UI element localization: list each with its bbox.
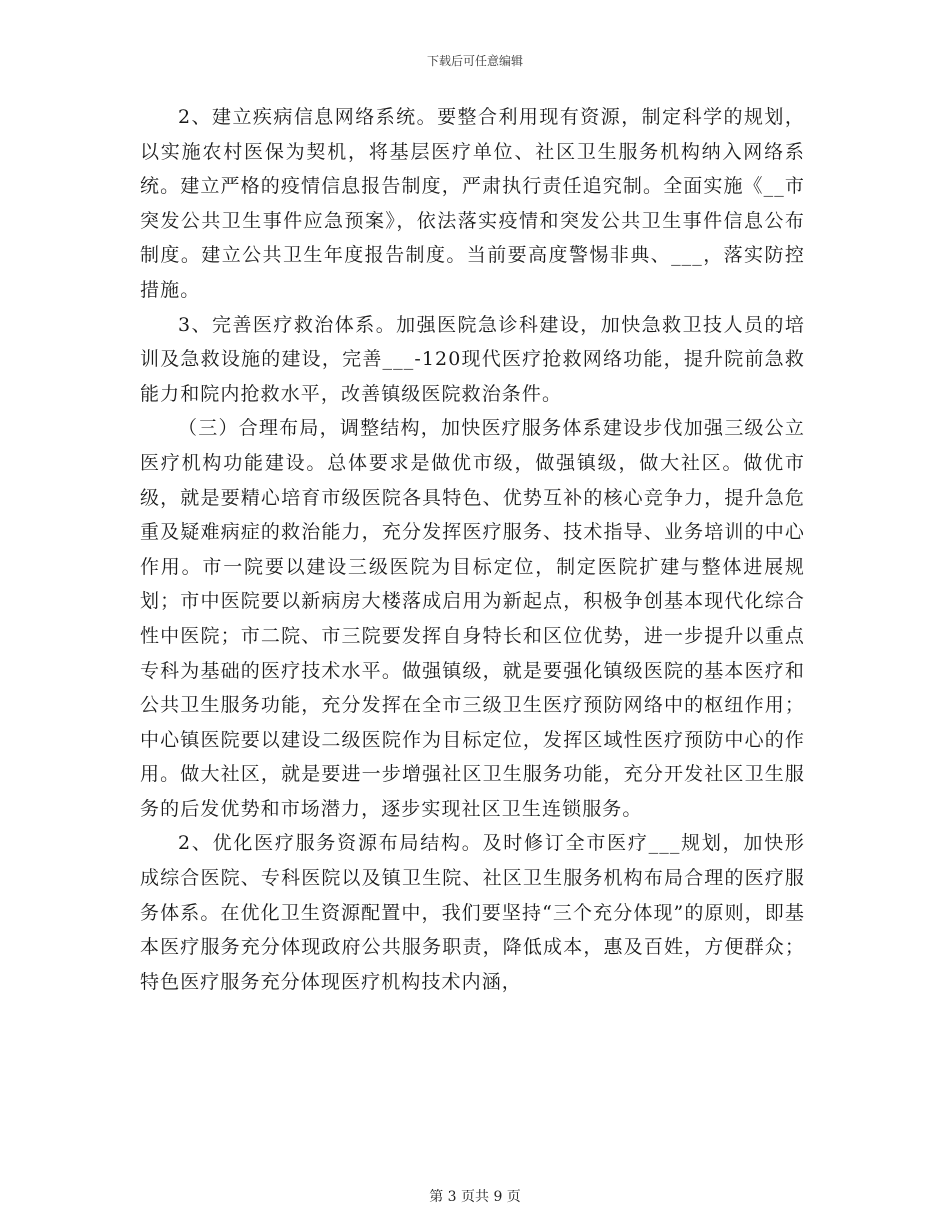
paragraph-medical-rescue-system: 3、完善医疗救治体系。加强医院急诊科建设，加快急救卫技人员的培训及急救设施的建设，完善___-120现代医疗抢救网络功能，提升院前急救能力和院内抢救水平，改善镇级医院救治条件。 xyxy=(140,313,805,405)
page-header: 下载后可任意编辑 xyxy=(426,54,523,68)
paragraph-disease-info-network: 2、建立疾病信息网络系统。要整合利用现有资源，制定科学的规划，以实施农村医保为契机，将基层医疗单位、社区卫生服务机构纳入网络系统。建立严格的疫情信息报告制度，严肃执行责任追究制。全面实施《__市突发公共卫生事件应急预案》，依法落实疫情和突发公共卫生事件信息公布制度。建立公共卫生年度报告制度。当前要高度警惕非典、___，落实防控措施。 xyxy=(140,106,805,301)
paragraph-layout-structure: （三）合理布局，调整结构，加快医疗服务体系建设步伐加强三级公立医疗机构功能建设。总体要求是做优市级，做强镇级，做大社区。做优市级，就是要精心培育市级医院各具特色、优势互补的核心竞争力，提升急危重及疑难病症的救治能力，充分发挥医疗服务、技术指导、业务培训的中心作用。市一院要以建设三级医院为目标定位，制定医院扩建与整体进展规划；市中医院要以新病房大楼落成启用为新起点，积极争创基本现代化综合性中医院；市二院、市三院要发挥自身特长和区位优势，进一步提升以重点专科为基础的医疗技术水平。做强镇级，就是要强化镇级医院的基本医疗和公共卫生服务功能，充分发挥在全市三级卫生医疗预防网络中的枢纽作用；中心镇医院要以建设二级医院作为目标定位，发挥区域性医疗预防中心的作用。做大社区，就是要进一步增强社区卫生服务功能，充分开发社区卫生服务的后发优势和市场潜力，逐步实现社区卫生连锁服务。 xyxy=(140,417,805,820)
document-body xyxy=(140,100,805,999)
paragraph-resource-optimization: 2、优化医疗服务资源布局结构。及时修订全市医疗___规划，加快形成综合医院、专科医院以及镇卫生院、社区卫生服务机构布局合理的医疗服务体系。在优化卫生资源配置中，我们要坚持“三个充分体现”的原则，即基本医疗服务充分体现政府公共服务职责，降低成本，惠及百姓，方便群众；特色医疗服务充分体现医疗机构技术内涵， xyxy=(140,832,805,993)
page-footer: 第 3 页共 9 页 xyxy=(429,1189,521,1205)
